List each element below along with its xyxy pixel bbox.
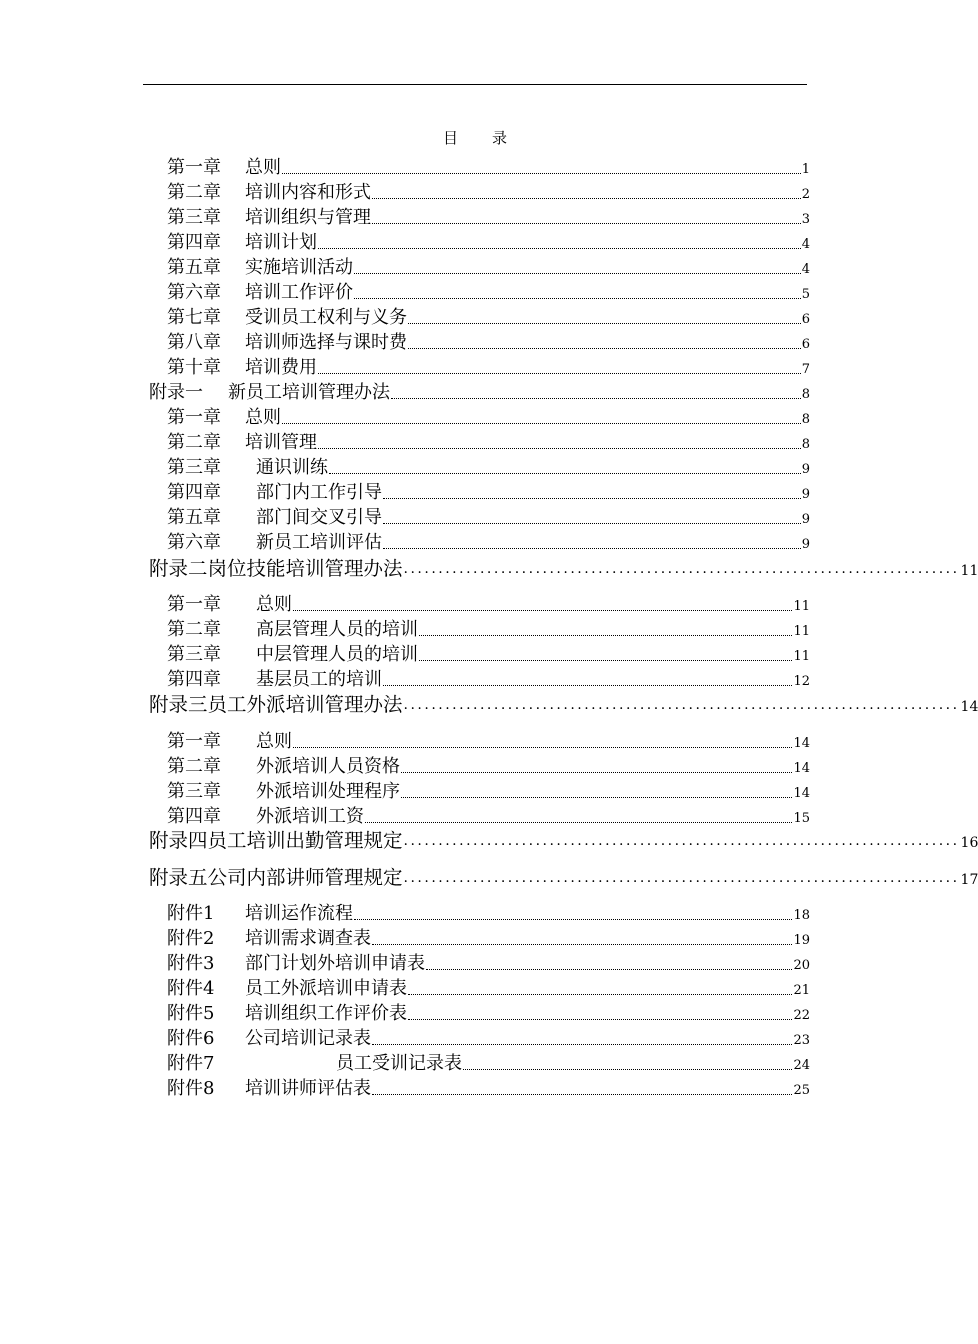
toc-entry-chapter: 附件1 bbox=[167, 903, 215, 924]
toc-entry[interactable] bbox=[167, 157, 810, 179]
toc-leader-dots bbox=[372, 223, 801, 224]
toc-entry-page: 17 bbox=[960, 872, 978, 888]
toc-entry-title: 新员工培训评估 bbox=[256, 532, 382, 553]
toc-entry-page: 11 bbox=[793, 649, 810, 664]
toc-entry[interactable] bbox=[167, 307, 810, 329]
toc-leader-dots: ................................................................................ bbox=[403, 870, 960, 886]
toc-leader-dots bbox=[383, 523, 801, 524]
toc-entry-chapter: 第五章 bbox=[167, 507, 221, 528]
toc-entry[interactable] bbox=[167, 207, 810, 229]
toc-entry-page: 15 bbox=[793, 811, 810, 826]
toc-leader-dots bbox=[293, 610, 792, 611]
toc-entry-title: 培训管理 bbox=[245, 432, 317, 453]
toc-leader-dots bbox=[419, 635, 792, 636]
toc-entry-title: 员工外派培训申请表 bbox=[245, 978, 407, 999]
toc-entry[interactable] bbox=[167, 457, 810, 479]
toc-entry-title: 总则 bbox=[256, 594, 292, 615]
toc-leader-dots bbox=[293, 747, 792, 748]
toc-entry-title: 外派培训人员资格 bbox=[256, 756, 400, 777]
toc-entry-chapter: 第一章 bbox=[167, 731, 221, 752]
toc-entry-chapter: 第六章 bbox=[167, 532, 221, 553]
toc-entry-title: 培训组织工作评价表 bbox=[245, 1003, 407, 1024]
toc-entry-page: 16 bbox=[960, 835, 978, 851]
toc-entry-page: 3 bbox=[801, 212, 810, 227]
toc-entry-page: 9 bbox=[801, 537, 810, 552]
toc-entry-chapter: 附件4 bbox=[167, 978, 215, 999]
toc-entry-chapter: 附录四 bbox=[149, 829, 208, 852]
toc-entry-title: 员工受训记录表 bbox=[336, 1053, 462, 1074]
toc-entry-page: 19 bbox=[793, 933, 810, 948]
toc-leader-dots bbox=[408, 323, 801, 324]
toc-entry-chapter: 第四章 bbox=[167, 806, 221, 827]
toc-entry-title: 高层管理人员的培训 bbox=[256, 619, 418, 640]
toc-entry[interactable] bbox=[167, 731, 810, 753]
toc-entry-title: 总则 bbox=[245, 407, 281, 428]
toc-entry-page: 4 bbox=[801, 262, 810, 277]
toc-leader-dots bbox=[329, 473, 801, 474]
toc-leader-dots bbox=[419, 660, 792, 661]
toc-leader-dots: ................................................................................ bbox=[403, 697, 960, 713]
toc-entry-chapter: 第七章 bbox=[167, 307, 221, 328]
toc-entry-page: 2 bbox=[801, 187, 810, 202]
toc-entry[interactable] bbox=[167, 928, 810, 950]
toc-leader-dots bbox=[365, 822, 792, 823]
toc-entry-page: 11 bbox=[793, 599, 810, 614]
toc-entry-page: 8 bbox=[801, 437, 810, 452]
toc-entry-page: 23 bbox=[793, 1033, 810, 1048]
toc-entry-chapter: 附件7 bbox=[167, 1053, 215, 1074]
toc-entry-title: 部门内工作引导 bbox=[256, 482, 382, 503]
toc-entry[interactable] bbox=[167, 594, 810, 616]
toc-entry-chapter: 附件8 bbox=[167, 1078, 215, 1099]
toc-entry[interactable] bbox=[149, 829, 978, 852]
toc-leader-dots bbox=[408, 348, 801, 349]
toc-entry-page: 14 bbox=[793, 786, 810, 801]
toc-entry-title: 培训工作评价 bbox=[245, 282, 353, 303]
toc-entry-chapter: 第八章 bbox=[167, 332, 221, 353]
toc-leader-dots: ................................................................................ bbox=[403, 561, 960, 577]
toc-entry-title: 总则 bbox=[245, 157, 281, 178]
toc-entry[interactable] bbox=[167, 781, 810, 803]
toc-entry[interactable] bbox=[167, 644, 810, 666]
toc-entry-chapter: 第三章 bbox=[167, 207, 221, 228]
toc-entry-chapter: 附件6 bbox=[167, 1028, 215, 1049]
toc-entry-page: 9 bbox=[801, 462, 810, 477]
toc-entry[interactable] bbox=[149, 382, 810, 404]
toc-entry[interactable] bbox=[167, 669, 810, 691]
toc-entry-title: 员工培训出勤管理规定 bbox=[207, 829, 403, 852]
toc-entry-title: 受训员工权利与义务 bbox=[245, 307, 407, 328]
toc-entry-chapter: 附件3 bbox=[167, 953, 215, 974]
toc-entry-page: 14 bbox=[793, 736, 810, 751]
toc-entry-page: 8 bbox=[801, 412, 810, 427]
toc-entry-title: 培训讲师评估表 bbox=[245, 1078, 371, 1099]
toc-entry[interactable] bbox=[167, 1028, 810, 1050]
toc-entry-page: 6 bbox=[801, 312, 810, 327]
toc-entry[interactable] bbox=[167, 806, 810, 828]
toc-entry-page: 12 bbox=[793, 674, 810, 689]
toc-entry[interactable] bbox=[149, 557, 978, 580]
toc-entry-page: 6 bbox=[801, 337, 810, 352]
toc-entry-page: 9 bbox=[801, 487, 810, 502]
toc-leader-dots bbox=[354, 298, 801, 299]
toc-entry-chapter: 第十章 bbox=[167, 357, 221, 378]
toc-leader-dots bbox=[318, 373, 801, 374]
toc-entry-title: 培训组织与管理 bbox=[245, 207, 371, 228]
toc-entry-page: 11 bbox=[960, 563, 978, 579]
toc-entry[interactable] bbox=[167, 1053, 810, 1075]
toc-entry[interactable] bbox=[167, 619, 810, 641]
toc-entry-page: 25 bbox=[793, 1083, 810, 1098]
toc-entry[interactable] bbox=[167, 432, 810, 454]
toc-entry-chapter: 附录一 bbox=[149, 382, 203, 403]
toc-entry[interactable] bbox=[167, 1003, 810, 1025]
toc-entry-chapter: 第三章 bbox=[167, 781, 221, 802]
toc-entry-chapter: 第三章 bbox=[167, 644, 221, 665]
toc-entry[interactable] bbox=[167, 482, 810, 504]
toc-leader-dots bbox=[408, 994, 792, 995]
toc-entry[interactable] bbox=[167, 978, 810, 1000]
toc-entry-title: 实施培训活动 bbox=[245, 257, 353, 278]
toc-leader-dots bbox=[372, 1044, 792, 1045]
toc-entry-chapter: 第二章 bbox=[167, 432, 221, 453]
toc-entry-title: 培训费用 bbox=[245, 357, 317, 378]
toc-entry-chapter: 第四章 bbox=[167, 232, 221, 253]
toc-entry-title: 培训运作流程 bbox=[245, 903, 353, 924]
toc-leader-dots bbox=[282, 173, 801, 174]
toc-leader-dots bbox=[318, 448, 801, 449]
toc-entry[interactable] bbox=[167, 332, 810, 354]
toc-entry[interactable] bbox=[167, 532, 810, 554]
toc-entry-page: 11 bbox=[793, 624, 810, 639]
toc-leader-dots bbox=[383, 498, 801, 499]
toc-entry-page: 4 bbox=[801, 237, 810, 252]
toc-entry-title: 总则 bbox=[256, 731, 292, 752]
toc-entry[interactable] bbox=[167, 756, 810, 778]
toc-entry-title: 培训内容和形式 bbox=[245, 182, 371, 203]
toc-entry-title: 基层员工的培训 bbox=[256, 669, 382, 690]
toc-leader-dots bbox=[401, 772, 792, 773]
toc-entry-title: 培训师选择与课时费 bbox=[245, 332, 407, 353]
toc-entry-page: 5 bbox=[801, 287, 810, 302]
toc-entry-page: 20 bbox=[793, 958, 810, 973]
toc-leader-dots bbox=[401, 797, 792, 798]
toc-entry[interactable] bbox=[167, 357, 810, 379]
toc-entry-chapter: 第五章 bbox=[167, 257, 221, 278]
toc-entry-chapter: 第二章 bbox=[167, 756, 221, 777]
toc-entry[interactable] bbox=[167, 282, 810, 304]
toc-entry-title: 岗位技能培训管理办法 bbox=[207, 557, 403, 580]
toc-entry-page: 21 bbox=[793, 983, 810, 998]
toc-entry-title: 中层管理人员的培训 bbox=[256, 644, 418, 665]
toc-leader-dots bbox=[372, 1094, 792, 1095]
toc-entry[interactable] bbox=[167, 1078, 810, 1100]
toc-leader-dots: ................................................................................ bbox=[403, 833, 960, 849]
toc-entry[interactable] bbox=[167, 953, 810, 975]
toc-entry-title: 公司内部讲师管理规定 bbox=[207, 866, 403, 889]
toc-entry-title: 部门计划外培训申请表 bbox=[245, 953, 425, 974]
toc-leader-dots bbox=[354, 919, 792, 920]
toc-entry-page: 7 bbox=[801, 362, 810, 377]
toc-entry-chapter: 附录二 bbox=[149, 557, 208, 580]
toc-entry-title: 公司培训记录表 bbox=[245, 1028, 371, 1049]
toc-entry-title: 新员工培训管理办法 bbox=[228, 382, 390, 403]
toc-entry[interactable] bbox=[167, 903, 810, 925]
toc-entry-page: 1 bbox=[801, 162, 810, 177]
toc-entry-chapter: 第三章 bbox=[167, 457, 221, 478]
toc-entry-title: 部门间交叉引导 bbox=[256, 507, 382, 528]
toc-leader-dots bbox=[282, 423, 801, 424]
toc-entry-chapter: 第一章 bbox=[167, 407, 221, 428]
toc-entry-page: 24 bbox=[793, 1058, 810, 1073]
toc-entry-chapter: 第一章 bbox=[167, 594, 221, 615]
toc-entry[interactable] bbox=[167, 407, 810, 429]
toc-entry-title: 培训需求调查表 bbox=[245, 928, 371, 949]
toc-entry[interactable] bbox=[167, 257, 810, 279]
toc-entry[interactable] bbox=[167, 507, 810, 529]
toc-entry-title: 培训计划 bbox=[245, 232, 317, 253]
toc-leader-dots bbox=[372, 944, 792, 945]
toc-entry-page: 14 bbox=[793, 761, 810, 776]
toc-entry-chapter: 附件5 bbox=[167, 1003, 215, 1024]
toc-title-left: 目 bbox=[442, 129, 458, 147]
toc-entry[interactable] bbox=[167, 182, 810, 204]
toc-leader-dots bbox=[318, 248, 801, 249]
toc-leader-dots bbox=[354, 273, 801, 274]
toc-entry-chapter: 第四章 bbox=[167, 669, 221, 690]
toc-entry-chapter: 第六章 bbox=[167, 282, 221, 303]
toc-leader-dots bbox=[383, 685, 792, 686]
toc-entry-title: 通识训练 bbox=[256, 457, 328, 478]
header-rule bbox=[143, 84, 807, 85]
toc-entry-chapter: 附录三 bbox=[149, 693, 208, 716]
toc-entry-chapter: 第四章 bbox=[167, 482, 221, 503]
toc-entry-chapter: 第二章 bbox=[167, 619, 221, 640]
toc-entry-chapter: 附录五 bbox=[149, 866, 208, 889]
toc-leader-dots bbox=[383, 548, 801, 549]
toc-entry[interactable] bbox=[149, 866, 978, 889]
toc-leader-dots bbox=[426, 969, 792, 970]
toc-entry-page: 18 bbox=[793, 908, 810, 923]
toc-leader-dots bbox=[372, 198, 801, 199]
toc-entry-page: 22 bbox=[793, 1008, 810, 1023]
toc-entry-page: 9 bbox=[801, 512, 810, 527]
toc-entry-chapter: 第二章 bbox=[167, 182, 221, 203]
toc-entry-title: 外派培训处理程序 bbox=[256, 781, 400, 802]
toc-leader-dots bbox=[391, 398, 801, 399]
toc-entry-chapter: 第一章 bbox=[167, 157, 221, 178]
toc-title-right: 录 bbox=[492, 129, 508, 147]
toc-leader-dots bbox=[408, 1019, 792, 1020]
toc-leader-dots bbox=[463, 1069, 792, 1070]
toc-entry[interactable] bbox=[149, 693, 978, 716]
toc-entry-title: 外派培训工资 bbox=[256, 806, 364, 827]
toc-entry-title: 员工外派培训管理办法 bbox=[207, 693, 403, 716]
toc-entry-page: 8 bbox=[801, 387, 810, 402]
toc-entry-page: 14 bbox=[960, 699, 978, 715]
toc-entry[interactable] bbox=[167, 232, 810, 254]
toc-title bbox=[0, 127, 950, 148]
toc-entry-chapter: 附件2 bbox=[167, 928, 215, 949]
